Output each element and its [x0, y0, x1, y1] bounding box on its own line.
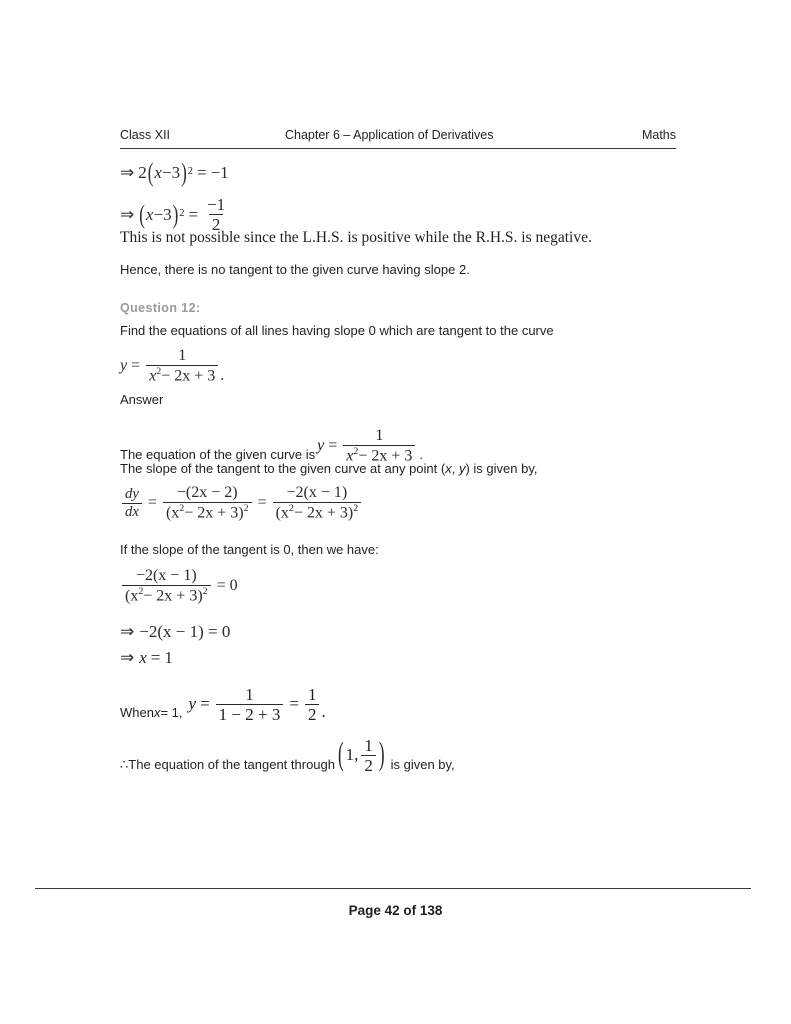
line-if-slope-zero: If the slope of the tangent is 0, then we have: — [120, 542, 379, 557]
eq2-minus: − — [153, 205, 164, 224]
derivative-dy-dx — [122, 487, 142, 519]
zero-eq-den-power: 2 — [202, 586, 208, 597]
eq4-variable: x — [139, 648, 147, 667]
header-chapter-title: Chapter 6 – Application of Derivatives — [285, 128, 494, 142]
slope-line-var-y: y — [458, 461, 466, 476]
inline-curve-den-var: x — [346, 447, 354, 465]
derivative-num-2: −2(x − 1) — [286, 484, 348, 501]
footer-divider — [35, 888, 751, 889]
when-eq-equals-1: = — [200, 694, 210, 714]
line-hence-no-tangent: Hence, there is no tangent to the given curve having slope 2. — [120, 262, 470, 277]
header-subject-label: Maths — [641, 128, 676, 142]
derivative-den-2 — [273, 502, 362, 521]
zero-eq-denominator — [122, 585, 211, 604]
point-paren-close: ) — [378, 736, 385, 773]
slope-line-var-x: x — [445, 461, 452, 476]
footer-page-number: Page 42 of 138 — [348, 903, 443, 918]
eq2-arrow: ⇒ — [120, 205, 135, 224]
derivative-den2-exp: 2 — [288, 503, 294, 514]
eq3-body: −2(x − 1) = 0 — [139, 622, 231, 641]
eq1-variable: x — [154, 163, 162, 182]
inline-y-value-equation — [189, 686, 326, 723]
inline-curve-numerator: 1 — [375, 427, 384, 444]
question-text: Find the equations of all lines having slope 0 which are tangent to the curve — [120, 323, 554, 338]
zero-eq-right: 0 — [229, 577, 238, 595]
curve-eq-den-rest: − 2x + 3 — [161, 367, 216, 385]
page-header — [120, 128, 676, 150]
eq1-minus: − — [161, 163, 172, 182]
equation-2x-minus-3-squared — [120, 157, 229, 188]
eq3-arrow: ⇒ — [120, 622, 135, 641]
inline-curve-equals: = — [328, 436, 338, 454]
eq1-right-side: −1 — [210, 163, 229, 182]
therefore-symbol: ∴ — [120, 757, 129, 773]
eq1-paren-close: ) — [181, 157, 187, 188]
line-slope-any-point — [120, 461, 537, 478]
when-eq-den-2: 2 — [305, 704, 320, 723]
eq2-fraction-numerator: −1 — [207, 195, 226, 214]
eq2-number: 3 — [163, 205, 172, 224]
when-eq-y: y — [188, 694, 197, 714]
eq4-equals: = — [150, 648, 161, 667]
when-eq-fraction-1 — [216, 686, 284, 723]
point-x-value: 1, — [345, 745, 359, 765]
equation-curve-definition — [120, 348, 224, 384]
slope-line-suffix: ) is given by, — [465, 461, 538, 476]
curve-eq-den-exponent: 2 — [156, 366, 162, 377]
zero-eq-fraction — [122, 568, 211, 604]
derivative-den2-power: 2 — [353, 503, 359, 514]
derivative-num-1: −(2x − 2) — [176, 484, 238, 501]
eq1-paren-open: ( — [147, 157, 154, 188]
eq4-value: 1 — [164, 648, 173, 667]
eq2-equals: = — [188, 205, 199, 224]
zero-eq-den-open: (x — [125, 587, 139, 605]
zero-eq-equals: = — [216, 577, 226, 595]
derivative-equals-2: = — [257, 494, 267, 512]
when-eq-period: . — [321, 701, 326, 721]
when-eq-den-1: 1 − 2 + 3 — [216, 704, 284, 723]
inline-curve-den-exponent: 2 — [353, 446, 359, 457]
when-eq-num-1: 1 — [245, 685, 254, 704]
header-divider — [120, 148, 676, 149]
when-var-x: x — [153, 705, 161, 721]
zero-eq-numerator: −2(x − 1) — [135, 567, 197, 584]
equation-derivative — [120, 485, 363, 521]
derivative-den2-rest: − 2x + 3) — [293, 504, 354, 522]
eq1-equals: = — [197, 163, 207, 182]
curve-eq-numerator: 1 — [178, 347, 187, 364]
point-paren-open: ( — [338, 736, 344, 773]
eq2-paren-open: ( — [139, 199, 145, 230]
when-eq-num-2: 1 — [307, 685, 317, 704]
point-y-denominator: 2 — [361, 755, 376, 774]
eq2-fraction — [204, 196, 228, 233]
curve-eq-equals: = — [131, 357, 141, 375]
inline-curve-fraction — [343, 428, 415, 464]
question-label: Question 12: — [120, 301, 201, 315]
derivative-dy: dy — [125, 485, 139, 502]
slope-line-prefix: The slope of the tangent to the given curve at any point ( — [120, 461, 446, 476]
eq1-arrow: ⇒ — [120, 163, 135, 182]
inline-curve-y: y — [317, 436, 325, 454]
derivative-den1-open: (x — [165, 504, 180, 522]
curve-eq-den-var: x — [149, 367, 157, 385]
curve-eq-denominator — [146, 365, 218, 384]
when-rest: = 1, — [160, 705, 183, 721]
header-class-label: Class XII — [120, 128, 171, 142]
eq1-exponent: 2 — [187, 166, 193, 178]
line-tangent-through-point — [120, 736, 455, 784]
zero-eq-den-rest: − 2x + 3) — [143, 587, 203, 605]
answer-label: Answer — [120, 392, 164, 407]
inline-curve-den-rest: − 2x + 3 — [358, 447, 413, 465]
derivative-equals-1: = — [147, 494, 157, 512]
line-equation-prefix: The equation of the given curve is — [120, 446, 316, 462]
derivative-dx: dx — [122, 503, 142, 520]
curve-eq-period: . — [220, 367, 225, 385]
inline-curve-equation — [317, 428, 417, 464]
eq2-variable: x — [145, 205, 154, 224]
when-eq-equals-2: = — [289, 694, 299, 714]
eq2-exponent: 2 — [179, 208, 185, 220]
derivative-den1-power: 2 — [243, 503, 249, 514]
point-y-numerator: 1 — [364, 736, 373, 755]
line-when-x-equals-1 — [120, 685, 328, 732]
eq2-paren-close: ) — [172, 199, 179, 230]
equation-x-equals-1 — [120, 649, 173, 666]
derivative-den-1 — [163, 502, 252, 521]
when-text: When — [120, 705, 154, 721]
equation-minus2-x-minus-1-zero — [120, 623, 230, 640]
eq1-coefficient: 2 — [138, 163, 147, 182]
derivative-den1-exp: 2 — [179, 503, 185, 514]
point-y-fraction — [361, 737, 376, 774]
tangent-line-suffix: is given by, — [390, 757, 455, 773]
eq1-number: 3 — [171, 163, 181, 182]
eq4-arrow: ⇒ — [120, 648, 135, 667]
inline-point-coordinates — [337, 737, 386, 774]
derivative-fraction-1 — [163, 485, 252, 521]
derivative-den1-rest: − 2x + 3) — [184, 504, 244, 522]
tangent-line-prefix: The equation of the tangent through — [128, 757, 335, 773]
zero-eq-den-exp: 2 — [138, 586, 144, 597]
equation-x-minus-3-squared-half — [120, 196, 230, 233]
line-equation-suffix: . — [419, 446, 423, 462]
derivative-den2-open: (x — [275, 504, 289, 522]
when-eq-fraction-2 — [305, 686, 320, 723]
eq2-fraction-denominator: 2 — [209, 214, 224, 233]
slope-line-comma: , — [451, 461, 459, 476]
curve-eq-fraction — [146, 348, 218, 384]
line-not-possible: This is not possible since the L.H.S. is positive while the R.H.S. is negative. — [120, 229, 592, 246]
derivative-fraction-2 — [273, 485, 362, 521]
curve-eq-y: y — [120, 357, 128, 375]
equation-set-to-zero — [120, 568, 238, 604]
